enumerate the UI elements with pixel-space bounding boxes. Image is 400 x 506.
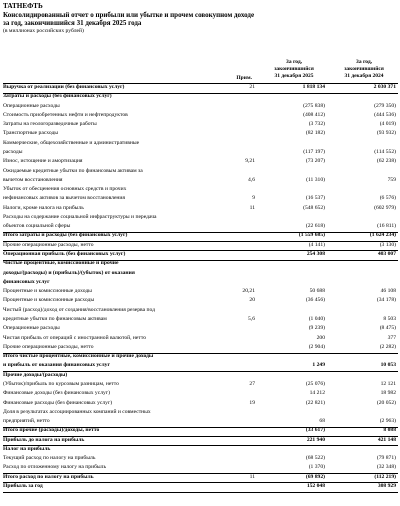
row-label: Текущий расход по налогу на прибыль bbox=[3, 455, 96, 462]
row-value-2025: 50 688 bbox=[309, 288, 325, 295]
row-label: Операционные расходы bbox=[3, 102, 60, 109]
column-header-2024-line: За год, bbox=[355, 59, 373, 65]
table-row bbox=[3, 121, 398, 130]
table-row bbox=[3, 112, 398, 121]
row-value-2025: (36 456) bbox=[305, 297, 325, 304]
row-note: 11 bbox=[249, 204, 255, 211]
column-header-2025-line: закончившийся bbox=[274, 66, 314, 72]
column-header-2024-line: закончившийся bbox=[344, 66, 384, 72]
row-value-2025: (22 618) bbox=[305, 223, 325, 230]
table-row bbox=[3, 307, 398, 316]
row-value-2025: (1 040) bbox=[308, 316, 325, 322]
row-value-2025: (22 821) bbox=[305, 399, 325, 406]
row-note: 19 bbox=[249, 399, 255, 406]
row-note: 11 bbox=[249, 473, 255, 480]
row-note: 27 bbox=[249, 380, 255, 387]
table-row bbox=[3, 130, 398, 139]
row-label: Итого прочие (расходы)/доходы, нетто bbox=[3, 427, 100, 434]
table-row bbox=[3, 297, 398, 306]
row-label: Налог на прибыль bbox=[3, 445, 51, 452]
row-value-2025: (25 076) bbox=[305, 380, 325, 387]
row-value-2024: 18 982 bbox=[380, 390, 396, 397]
row-value-2025: (2 904) bbox=[308, 343, 325, 350]
row-label: Финансовые расходы (без финансовых услуг) bbox=[3, 399, 113, 406]
row-value-2024: 759 bbox=[387, 176, 396, 183]
row-label: доходы/(расходы) и (прибыль)/(убыток) от оказания bbox=[3, 269, 135, 276]
row-label: предприятий, нетто bbox=[3, 418, 50, 425]
row-label: Прибыль за год bbox=[3, 483, 43, 490]
row-value-2024: (16 811) bbox=[377, 223, 396, 230]
row-label: Операционная прибыль (без финансовых услуг) bbox=[3, 251, 126, 258]
row-value-2024: 10 053 bbox=[380, 362, 396, 369]
row-value-2025: (11 310) bbox=[306, 176, 325, 183]
row-value-2025: (3 732) bbox=[308, 121, 325, 128]
row-value-2025: 1 818 134 bbox=[302, 84, 325, 90]
row-label: (Убыток)/прибыль по курсовым разницам, нетто bbox=[3, 380, 119, 387]
row-label: вычетом восстановления bbox=[3, 176, 63, 183]
table-row bbox=[3, 400, 398, 409]
row-label: Итого чистые процентные, комиссионные и прочие доходы bbox=[3, 353, 154, 360]
table-row bbox=[3, 390, 398, 399]
row-value-2024: (8 475) bbox=[379, 325, 396, 332]
row-label: Итого расход по налогу на прибыль bbox=[3, 473, 94, 480]
row-label: Стоимость приобретенных нефти и нефтепродуктов bbox=[3, 111, 128, 118]
statement-title: Консолидированный отчет о прибыли или убытке и прочем совокупном доходе bbox=[3, 11, 255, 19]
row-value-2024: (79 871) bbox=[376, 455, 396, 462]
row-note: 21 bbox=[249, 84, 255, 90]
table-row bbox=[3, 195, 398, 204]
row-value-2024: 377 bbox=[387, 334, 396, 341]
row-note: 4,6 bbox=[248, 176, 255, 183]
row-value-2024: 2 030 371 bbox=[373, 84, 396, 90]
units-note: (в миллионах российских рублей) bbox=[3, 28, 84, 34]
row-value-2025: (82 182) bbox=[305, 130, 325, 137]
company-name: ТАТНЕФТЬ bbox=[3, 2, 43, 10]
row-note: 5,6 bbox=[248, 316, 255, 322]
row-label: Прочие операционные расходы, нетто bbox=[3, 343, 94, 350]
row-value-2024: 403 007 bbox=[377, 251, 396, 258]
row-value-2024: (1 624 234) bbox=[369, 232, 396, 239]
table-row bbox=[3, 140, 398, 149]
table-row bbox=[3, 381, 398, 390]
row-note: 9,21 bbox=[245, 158, 255, 165]
table-row bbox=[3, 288, 398, 297]
table-row bbox=[3, 158, 398, 167]
row-value-2025: (1 370) bbox=[308, 464, 325, 471]
table-row bbox=[3, 409, 398, 418]
row-value-2025: (548 652) bbox=[303, 204, 325, 211]
row-value-2024: (602 979) bbox=[374, 204, 396, 211]
row-label: Затраты и расходы (без финансовых услуг) bbox=[3, 93, 112, 100]
row-label: и прибыль от оказания финансовых услуг bbox=[3, 362, 110, 369]
row-divider bbox=[3, 492, 398, 493]
row-label: Налоги, кроме налога на прибыль bbox=[3, 204, 84, 211]
row-value-2024: (4 019) bbox=[379, 121, 396, 128]
row-label: Прочие операционные расходы, нетто bbox=[3, 241, 94, 248]
row-value-2025: (16 537) bbox=[305, 195, 325, 202]
row-value-2024: (279 350) bbox=[374, 102, 396, 109]
row-label: финансовых услуг bbox=[3, 278, 50, 285]
row-value-2024: (62 238) bbox=[376, 158, 396, 165]
header-divider bbox=[3, 83, 398, 84]
table-row bbox=[3, 446, 398, 455]
row-note: 9 bbox=[252, 195, 255, 202]
row-value-2024: (6 576) bbox=[379, 195, 396, 202]
table-row bbox=[3, 325, 398, 334]
row-value-2024: (3 130) bbox=[379, 241, 396, 248]
row-label: Прибыль до налога на прибыль bbox=[3, 436, 85, 443]
row-value-2025: 254 308 bbox=[306, 251, 325, 258]
row-label: Чистая прибыль от операций с иностранной валютой, нетто bbox=[3, 334, 147, 341]
row-label: Процентные и комиссионные доходы bbox=[3, 288, 92, 295]
row-value-2024: (114 552) bbox=[374, 148, 396, 155]
row-value-2024: (112 219) bbox=[374, 473, 396, 480]
table-row bbox=[3, 335, 398, 344]
row-value-2024: (20 052) bbox=[376, 399, 396, 406]
column-header-2024-line: 31 декабря 2024 bbox=[344, 73, 384, 79]
row-value-2025: (73 207) bbox=[305, 158, 325, 165]
table-row bbox=[3, 214, 398, 223]
row-value-2025: 152 048 bbox=[306, 483, 325, 490]
row-label: Финансовые доходы (без финансовых услуг) bbox=[3, 390, 110, 397]
table-row bbox=[3, 177, 398, 186]
row-label: Чистый (расход)/доход от создания/восстановления резерва под bbox=[3, 306, 155, 313]
table-row bbox=[3, 353, 398, 362]
column-header-2025-line: За год, bbox=[285, 59, 303, 65]
row-note: 20 bbox=[249, 297, 255, 304]
row-note: 20,21 bbox=[242, 288, 255, 295]
row-value-2025: (4 141) bbox=[308, 241, 325, 248]
row-label: Затраты на геологоразведочные работы bbox=[3, 121, 97, 128]
row-value-2024: 8 503 bbox=[383, 316, 396, 322]
table-row bbox=[3, 103, 398, 112]
row-label: Ожидаемые кредитные убытки по финансовым активам за bbox=[3, 167, 143, 174]
column-header-2024 bbox=[330, 59, 398, 80]
row-value-2025: (33 617) bbox=[305, 427, 325, 434]
row-value-2024: 12 121 bbox=[380, 380, 396, 387]
row-label: Транспортные расходы bbox=[3, 130, 59, 137]
row-value-2025: 221 940 bbox=[306, 436, 325, 443]
row-value-2025: (69 892) bbox=[305, 473, 325, 480]
row-label: объектов социальной сферы bbox=[3, 223, 71, 230]
table-row bbox=[3, 186, 398, 195]
row-value-2025: (1 559 685) bbox=[298, 232, 325, 239]
row-value-2025: (275 838) bbox=[303, 102, 325, 109]
row-value-2024: (93 932) bbox=[376, 130, 396, 137]
table-row bbox=[3, 372, 398, 381]
table-row bbox=[3, 316, 398, 325]
row-label: нефинансовых активов за вычетом восстановления bbox=[3, 195, 125, 202]
row-value-2025: 14 212 bbox=[309, 390, 325, 397]
table-row bbox=[3, 168, 398, 177]
row-value-2024: (2 963) bbox=[379, 418, 396, 425]
row-value-2024: 308 929 bbox=[377, 483, 396, 490]
row-value-2024: 8 088 bbox=[383, 427, 396, 434]
row-label: расходы bbox=[3, 148, 23, 155]
row-label: Убыток от обесценения основных средств и прочих bbox=[3, 186, 127, 193]
row-label: Коммерческие, общехозяйственные и административные bbox=[3, 139, 140, 146]
row-value-2024: 421 148 bbox=[377, 436, 396, 443]
row-label: Операционные расходы bbox=[3, 325, 60, 332]
row-label: Расход по отложенному налогу на прибыль bbox=[3, 464, 107, 471]
row-label: Прочие доходы/(расходы) bbox=[3, 371, 68, 378]
row-label: Процентные и комиссионные расходы bbox=[3, 297, 95, 304]
row-label: Износ, истощение и амортизация bbox=[3, 158, 83, 165]
row-value-2025: 68 bbox=[319, 418, 325, 425]
row-value-2024: (34 178) bbox=[376, 297, 396, 304]
row-value-2025: (68 522) bbox=[305, 455, 325, 462]
table-row bbox=[3, 260, 398, 269]
statement-period: за год, закончившийся 31 декабря 2025 года bbox=[3, 19, 142, 27]
row-value-2024: (2 282) bbox=[379, 343, 396, 350]
column-header-2025 bbox=[258, 59, 330, 80]
column-header-2025-line: 31 декабря 2025 bbox=[274, 73, 314, 79]
row-value-2025: (408 412) bbox=[303, 111, 325, 118]
table-row bbox=[3, 149, 398, 158]
row-label: Выручка от реализации (без финансовых услуг) bbox=[3, 84, 125, 90]
row-label: Чистые процентные, комиссионные и прочие bbox=[3, 260, 119, 267]
row-value-2024: (32 348) bbox=[376, 464, 396, 471]
table-row bbox=[3, 93, 398, 102]
table-row bbox=[3, 279, 398, 288]
row-label: Доля в результатах ассоциированных компаний и совместных bbox=[3, 408, 151, 415]
row-value-2025: (117 197) bbox=[303, 148, 325, 155]
row-value-2025: 200 bbox=[316, 334, 325, 341]
table-row bbox=[3, 270, 398, 279]
table-row bbox=[3, 205, 398, 214]
row-value-2024: 46 108 bbox=[380, 288, 396, 295]
column-header-note: Прим. bbox=[236, 75, 252, 81]
row-label: Расходы на содержание социальной инфраструктуры и передача bbox=[3, 213, 157, 220]
row-value-2025: (9 239) bbox=[308, 325, 325, 332]
row-value-2024: (444 536) bbox=[374, 111, 396, 118]
row-label: кредитные убытки по финансовым активам bbox=[3, 316, 107, 322]
row-value-2025: 1 249 bbox=[312, 362, 325, 369]
row-label: Итого затраты и расходы (без финансовых услуг) bbox=[3, 232, 128, 239]
